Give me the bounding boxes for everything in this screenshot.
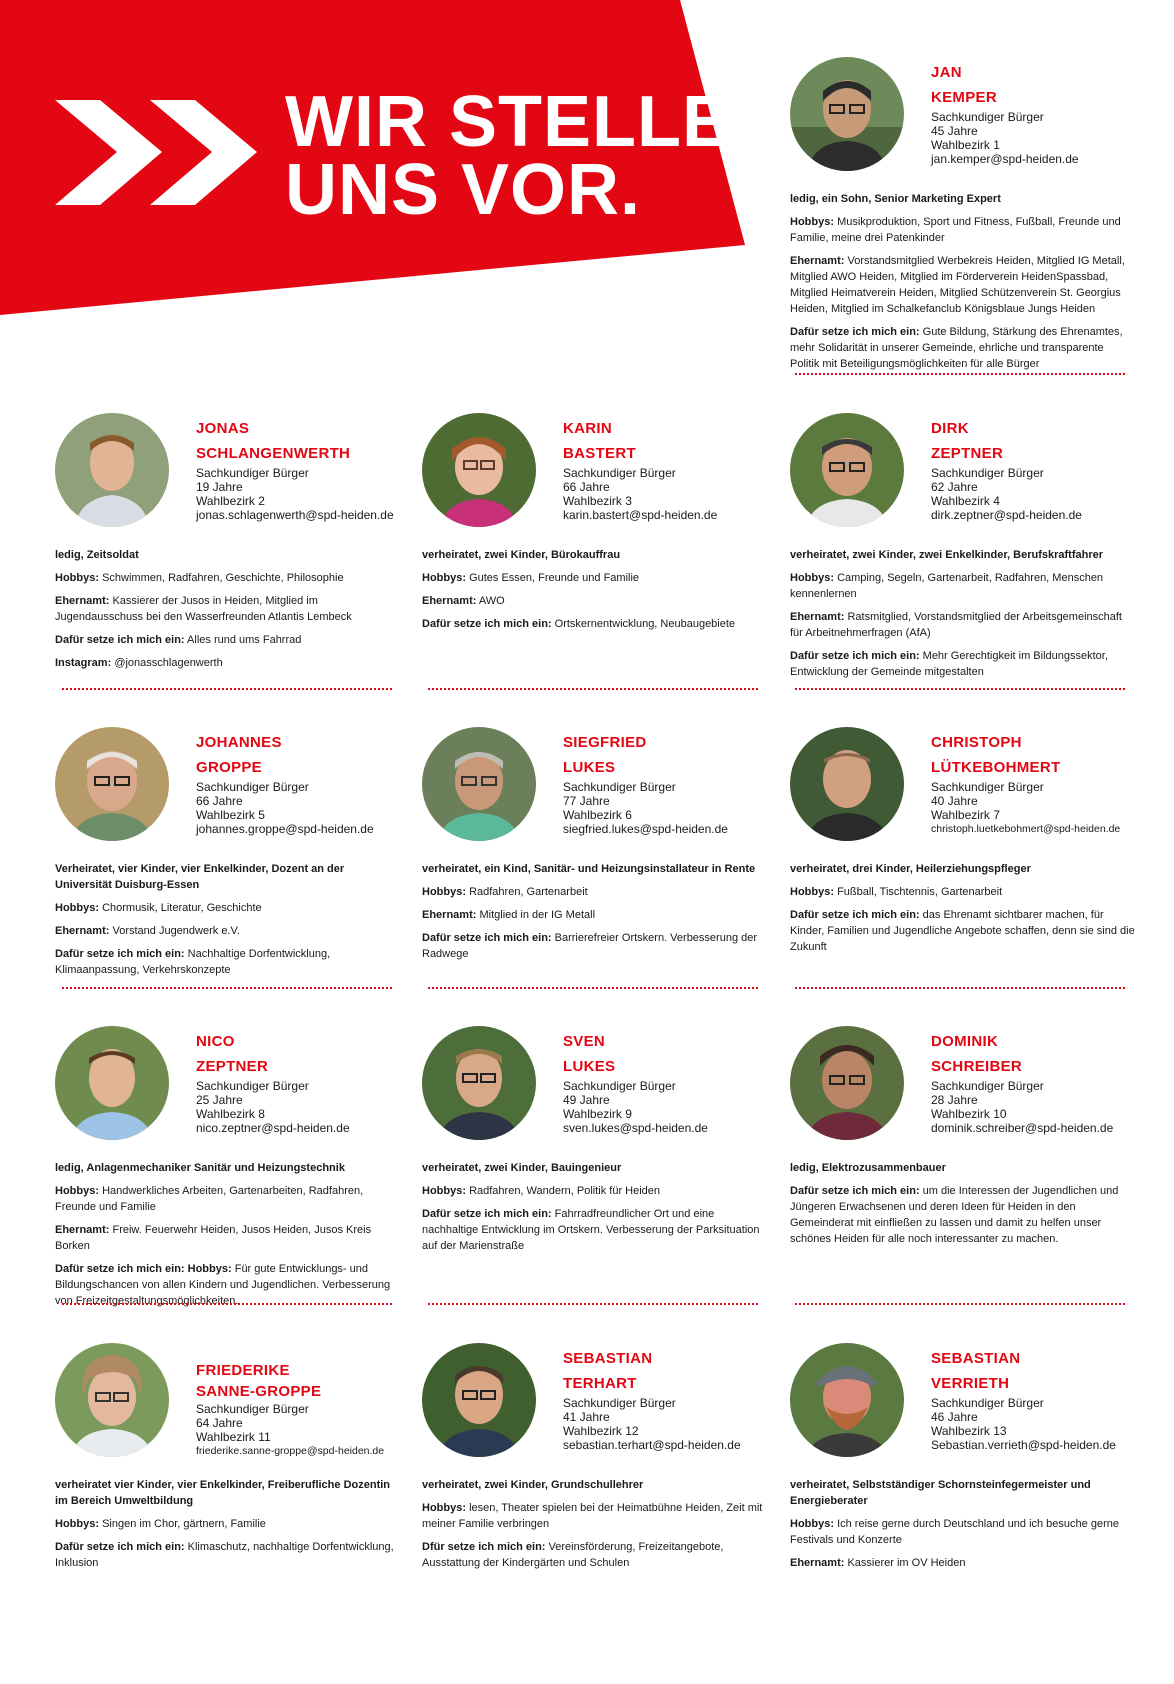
candidate-status: verheiratet, zwei Kinder, Grundschullehrer [422,1479,644,1491]
dafuer-label: Dafür setze ich mich ein: [55,634,185,646]
candidate-hobbys: Chormusik, Literatur, Geschichte [102,902,262,914]
candidate-last-name: BASTERT [563,445,636,462]
ehrenamt-label: Ehernamt: [790,255,845,267]
candidate-status: verheiratet, ein Kind, Sanitär- und Heizungsinstallateur in Rente [422,863,756,875]
candidate-first-name: SVEN [563,1033,606,1050]
candidate-district: Wahlbezirk 3 [563,494,632,508]
candidate-age: 40 Jahre [931,794,978,808]
candidate-instagram[interactable]: @jonasschlagenwerth [114,657,223,669]
candidate-status: verheiratet, zwei Kinder, zwei Enkelkinder, Berufskraftfahrer [790,549,1104,561]
candidate-photo [422,1026,536,1140]
candidate-district: Wahlbezirk 2 [196,494,265,508]
candidate-first-name: JOHANNES [196,734,282,751]
hobbys-label: Hobbys: [55,902,99,914]
dafuer-label: Dafür setze ich mich ein: [790,326,920,338]
dotted-divider [795,373,1125,375]
header-banner [0,0,784,320]
candidate-role: Sachkundiger Bürger [931,1396,1044,1410]
candidate-role: Sachkundiger Bürger [563,780,676,794]
candidate-last-name: SANNE-GROPPE [196,1383,322,1400]
candidate-first-name: SEBASTIAN [563,1350,653,1367]
dotted-divider [795,1303,1125,1305]
hobbys-label: Hobbys: [422,1185,466,1197]
candidate-last-name: KEMPER [931,89,997,106]
candidate-role: Sachkundiger Bürger [931,466,1044,480]
candidate-ehrenamt: Vorstand Jugendwerk e.V. [112,925,240,937]
candidate-status: verheiratet, drei Kinder, Heilerziehungspfleger [790,863,1031,875]
candidate-status: verheiratet, zwei Kinder, Bauingenieur [422,1162,622,1174]
candidate-ehrenamt: Kassierer im OV Heiden [847,1557,966,1569]
candidate-email[interactable]: friederike.sanne-groppe@spd-heiden.de [196,1445,385,1457]
candidate-dafuer: Vereinsförderung, Freizeitangebote, Ausstattung der Kindergärten und Schulen [422,1541,724,1569]
dafuer-label: Dafür setze ich mich ein: [422,618,552,630]
candidate-dafuer: Barrierefreier Ortskern. Verbesserung der Radwege [422,932,758,960]
candidate-district: Wahlbezirk 5 [196,808,265,822]
dafuer-label: Dafür setze ich mich ein: [55,948,185,960]
candidate-age: 77 Jahre [563,794,610,808]
candidate-role: Sachkundiger Bürger [196,466,309,480]
candidate-ehrenamt: Kassierer der Jusos in Heiden, Mitglied im Jugendausschuss bei den Wasserfreunden Atlantis Lembeck [55,595,352,623]
candidate-district: Wahlbezirk 7 [931,808,1000,822]
dotted-divider [62,987,392,989]
candidate-district: Wahlbezirk 11 [196,1430,271,1444]
ehrenamt-label: Ehernamt: [55,1224,110,1236]
candidate-photo [422,1343,536,1457]
candidate-last-name: LÜTKEBOHMERT [931,759,1061,776]
candidate-status: ledig, Anlagenmechaniker Sanitär und Heizungstechnik [55,1162,345,1174]
candidate-ehrenamt: Mitglied in der IG Metall [479,909,596,921]
candidate-email[interactable]: karin.bastert@spd-heiden.de [563,508,718,522]
candidate-first-name: JAN [931,64,962,81]
candidate-status: ledig, ein Sohn, Senior Marketing Expert [790,193,1001,205]
candidate-role: Sachkundiger Bürger [563,466,676,480]
candidate-first-name: KARIN [563,420,612,437]
dafuer-label: Dafür setze ich mich ein: [422,932,552,944]
hobbys-label: Hobbys: [55,572,99,584]
candidate-district: Wahlbezirk 10 [931,1107,1007,1121]
candidate-age: 41 Jahre [563,1410,610,1424]
candidate-hobbys: Singen im Chor, gärtnern, Familie [102,1518,266,1530]
dotted-divider [62,1303,392,1305]
candidate-email[interactable]: christoph.luetkebohmert@spd-heiden.de [931,823,1121,835]
dafuer-label: Dafür setze ich mich ein: [55,1541,185,1553]
dafuer-label: Dafür setze ich mich ein: Hobbys: [55,1263,232,1275]
instagram-label: Instagram: [55,657,112,669]
ehrenamt-label: Ehernamt: [422,595,477,607]
candidate-role: Sachkundiger Bürger [196,780,309,794]
hobbys-label: Hobbys: [790,572,834,584]
ehrenamt-label: Ehernamt: [790,611,845,623]
candidate-age: 46 Jahre [931,1410,978,1424]
candidate-role: Sachkundiger Bürger [931,1079,1044,1093]
candidate-status: Verheiratet, vier Kinder, vier Enkelkinder, Dozent an der Universität Duisburg-Essen [55,863,345,891]
candidate-age: 49 Jahre [563,1093,610,1107]
candidate-photo [790,1026,904,1140]
candidate-dafuer: das Ehrenamt sichtbarer machen, für Kinder, Familien und Jugendliche Angebote schaffen, denn sie sind die Zukunft [790,909,1135,953]
ehrenamt-label: Ehernamt: [790,1557,845,1569]
dotted-divider [795,987,1125,989]
candidate-hobbys: Ich reise gerne durch Deutschland und ich besuche gerne Festivals und Konzerte [790,1518,1119,1546]
dotted-divider [428,688,758,690]
candidate-dafuer: Nachhaltige Dorfentwicklung, Klimaanpassung, Verkehrskonzepte [55,948,331,976]
candidate-first-name: JONAS [196,420,250,437]
candidate-age: 62 Jahre [931,480,978,494]
candidate-photo [55,727,169,841]
candidate-hobbys: Handwerkliches Arbeiten, Gartenarbeiten, Radfahren, Freunde und Familie [55,1185,364,1213]
candidate-last-name: LUKES [563,1058,616,1075]
candidate-hobbys: Schwimmen, Radfahren, Geschichte, Philosophie [102,572,344,584]
candidate-ehrenamt: Vorstandsmitglied Werbekreis Heiden, Mitglied IG Metall, Mitglied AWO Heiden, Mitglied im Förderverein HeidenSpassbad, Mitglied Heimatverein Heiden, Mitglied Schützenverein St. Georgius Heiden, Mitglied im Schalkefanclub Königsblaue Jungs Heiden [790,255,1125,315]
candidate-last-name: ZEPTNER [931,445,1004,462]
candidate-age: 19 Jahre [196,480,243,494]
candidate-first-name: DOMINIK [931,1033,999,1050]
candidate-first-name: NICO [196,1033,235,1050]
candidate-first-name: FRIEDERIKE [196,1362,290,1379]
candidate-first-name: DIRK [931,420,969,437]
candidate-ehrenamt: Freiw. Feuerwehr Heiden, Jusos Heiden, Jusos Kreis Borken [55,1224,372,1252]
candidate-district: Wahlbezirk 6 [563,808,632,822]
candidate-photo [422,727,536,841]
candidate-district: Wahlbezirk 9 [563,1107,632,1121]
candidate-hobbys: Radfahren, Wandern, Politik für Heiden [469,1185,661,1197]
candidate-email[interactable]: nico.zeptner@spd-heiden.de [196,1121,350,1135]
candidate-age: 66 Jahre [563,480,610,494]
candidate-photo [790,727,904,841]
candidate-hobbys: Musikproduktion, Sport und Fitness, Fußball, Freunde und Familie, meine drei Patenkinder [790,216,1121,244]
candidate-hobbys: lesen, Theater spielen bei der Heimatbühne Heiden, Zeit mit meiner Familie verbringen [422,1502,763,1530]
candidate-dafuer: um die Interessen der Jugendlichen und Jüngeren Erwachsenen und deren Ideen für Heiden in den Gemeinderat mit einfließen zu lassen und damit zu helfen unser schönes Heiden für alle noch interessanter zu machen. [790,1185,1119,1245]
candidate-status: verheiratet, zwei Kinder, Bürokauffrau [422,549,621,561]
candidate-hobbys: Radfahren, Gartenarbeit [469,886,588,898]
candidate-role: Sachkundiger Bürger [563,1396,676,1410]
candidate-ehrenamt: AWO [478,595,505,607]
candidate-role: Sachkundiger Bürger [931,110,1044,124]
candidate-district: Wahlbezirk 1 [931,138,1000,152]
candidate-hobbys: Camping, Segeln, Gartenarbeit, Radfahren, Menschen kennenlernen [790,572,1104,600]
candidate-first-name: CHRISTOPH [931,734,1022,751]
dotted-divider [428,1303,758,1305]
candidate-age: 45 Jahre [931,124,978,138]
candidate-role: Sachkundiger Bürger [196,1079,309,1093]
candidate-status: ledig, Elektrozusammenbauer [790,1162,946,1174]
candidate-status: ledig, Zeitsoldat [55,549,139,561]
candidate-age: 64 Jahre [196,1416,243,1430]
candidate-first-name: SEBASTIAN [931,1350,1021,1367]
candidate-photo [55,413,169,527]
candidate-email[interactable]: johannes.groppe@spd-heiden.de [196,822,374,836]
candidate-role: Sachkundiger Bürger [931,780,1044,794]
ehrenamt-label: Ehernamt: [55,595,110,607]
candidate-district: Wahlbezirk 13 [931,1424,1007,1438]
candidate-age: 28 Jahre [931,1093,978,1107]
candidate-status: verheiratet vier Kinder, vier Enkelkinder, Freiberufliche Dozentin im Bereich Umweltbildung [55,1479,391,1507]
candidate-status: verheiratet, Selbstständiger Schornsteinfegermeister und Energieberater [790,1479,1091,1507]
dafuer-label: Dafür setze ich mich ein: [790,1185,920,1197]
candidate-photo [422,413,536,527]
candidate-district: Wahlbezirk 12 [563,1424,639,1438]
candidate-photo [790,57,904,171]
hobbys-label: Hobbys: [422,886,466,898]
candidate-email[interactable]: sebastian.terhart@spd-heiden.de [563,1438,741,1452]
hobbys-label: Hobbys: [55,1185,99,1197]
candidate-dafuer: Alles rund ums Fahrrad [187,634,302,646]
hobbys-label: Hobbys: [790,216,834,228]
candidate-last-name: TERHART [563,1375,637,1392]
candidate-last-name: ZEPTNER [196,1058,269,1075]
candidate-email[interactable]: dominik.schreiber@spd-heiden.de [931,1121,1114,1135]
candidate-age: 25 Jahre [196,1093,243,1107]
candidate-email[interactable]: Sebastian.verrieth@spd-heiden.de [931,1438,1116,1452]
dotted-divider [428,987,758,989]
candidate-email[interactable]: dirk.zeptner@spd-heiden.de [931,508,1082,522]
candidate-dafuer: Für gute Entwicklungs- und Bildungschancen von allen Kindern und Jugendlichen. Verbesserung von Freizeitgestaltungsmöglichkeiten. [55,1263,391,1307]
candidate-photo [55,1343,169,1457]
dafuer-label: Dafür setze ich mich ein: [790,909,920,921]
candidate-first-name: SIEGFRIED [563,734,647,751]
candidate-dafuer: Klimaschutz, nachhaltige Dorfentwicklung, Inklusion [55,1541,394,1569]
candidate-photo [790,1343,904,1457]
candidate-last-name: SCHLANGENWERTH [196,445,351,462]
candidate-email[interactable]: jonas.schlagenwerth@spd-heiden.de [196,508,394,522]
dafuer-label: Dafür setze ich mich ein: [422,1208,552,1220]
title-line-2: UNS VOR. [285,150,642,230]
hobbys-label: Hobbys: [55,1518,99,1530]
candidate-district: Wahlbezirk 4 [931,494,1000,508]
candidate-last-name: GROPPE [196,759,262,776]
candidate-district: Wahlbezirk 8 [196,1107,265,1121]
candidate-dafuer: Mehr Gerechtigkeit im Bildungssektor, Entwicklung der Gemeinde mitgestalten [790,650,1108,678]
candidate-hobbys: Gutes Essen, Freunde und Familie [469,572,640,584]
dotted-divider [795,688,1125,690]
candidate-email[interactable]: sven.lukes@spd-heiden.de [563,1121,708,1135]
candidate-age: 66 Jahre [196,794,243,808]
title-line-1: WIR STELLEN [285,82,784,162]
ehrenamt-label: Ehernamt: [422,909,477,921]
candidate-ehrenamt: Ratsmitglied, Vorstandsmitglied der Arbeitsgemeinschaft für Arbeitnehmerfragen (AfA) [790,611,1122,639]
hobbys-label: Hobbys: [422,572,466,584]
candidate-last-name: LUKES [563,759,616,776]
dafuer-label: Dfür setze ich mich ein: [422,1541,546,1553]
candidate-last-name: VERRIETH [931,1375,1010,1392]
candidate-email[interactable]: siegfried.lukes@spd-heiden.de [563,822,728,836]
candidate-dafuer: Ortskernentwicklung, Neubaugebiete [554,618,736,630]
candidate-email[interactable]: jan.kemper@spd-heiden.de [931,152,1079,166]
dotted-divider [62,688,392,690]
candidate-dafuer: Gute Bildung, Stärkung des Ehrenamtes, mehr Solidarität in unserer Gemeinde, ehrliche und transparente Politik mit Beteiligungsmöglichkeiten für alle Bürger [790,326,1123,370]
candidate-photo [55,1026,169,1140]
candidate-dafuer: Fahrradfreundlicher Ort und eine nachhaltige Entwicklung im Ortskern. Verbesserung der Parksituation auf der Marienstraße [422,1208,760,1252]
dafuer-label: Dafür setze ich mich ein: [790,650,920,662]
hobbys-label: Hobbys: [790,886,834,898]
hobbys-label: Hobbys: [422,1502,466,1514]
candidate-role: Sachkundiger Bürger [196,1402,309,1416]
hobbys-label: Hobbys: [790,1518,834,1530]
candidate-hobbys: Fußball, Tischtennis, Gartenarbeit [837,886,1003,898]
ehrenamt-label: Ehernamt: [55,925,110,937]
page-title [285,82,784,230]
candidate-last-name: SCHREIBER [931,1058,1023,1075]
candidate-role: Sachkundiger Bürger [563,1079,676,1093]
candidate-photo [790,413,904,527]
